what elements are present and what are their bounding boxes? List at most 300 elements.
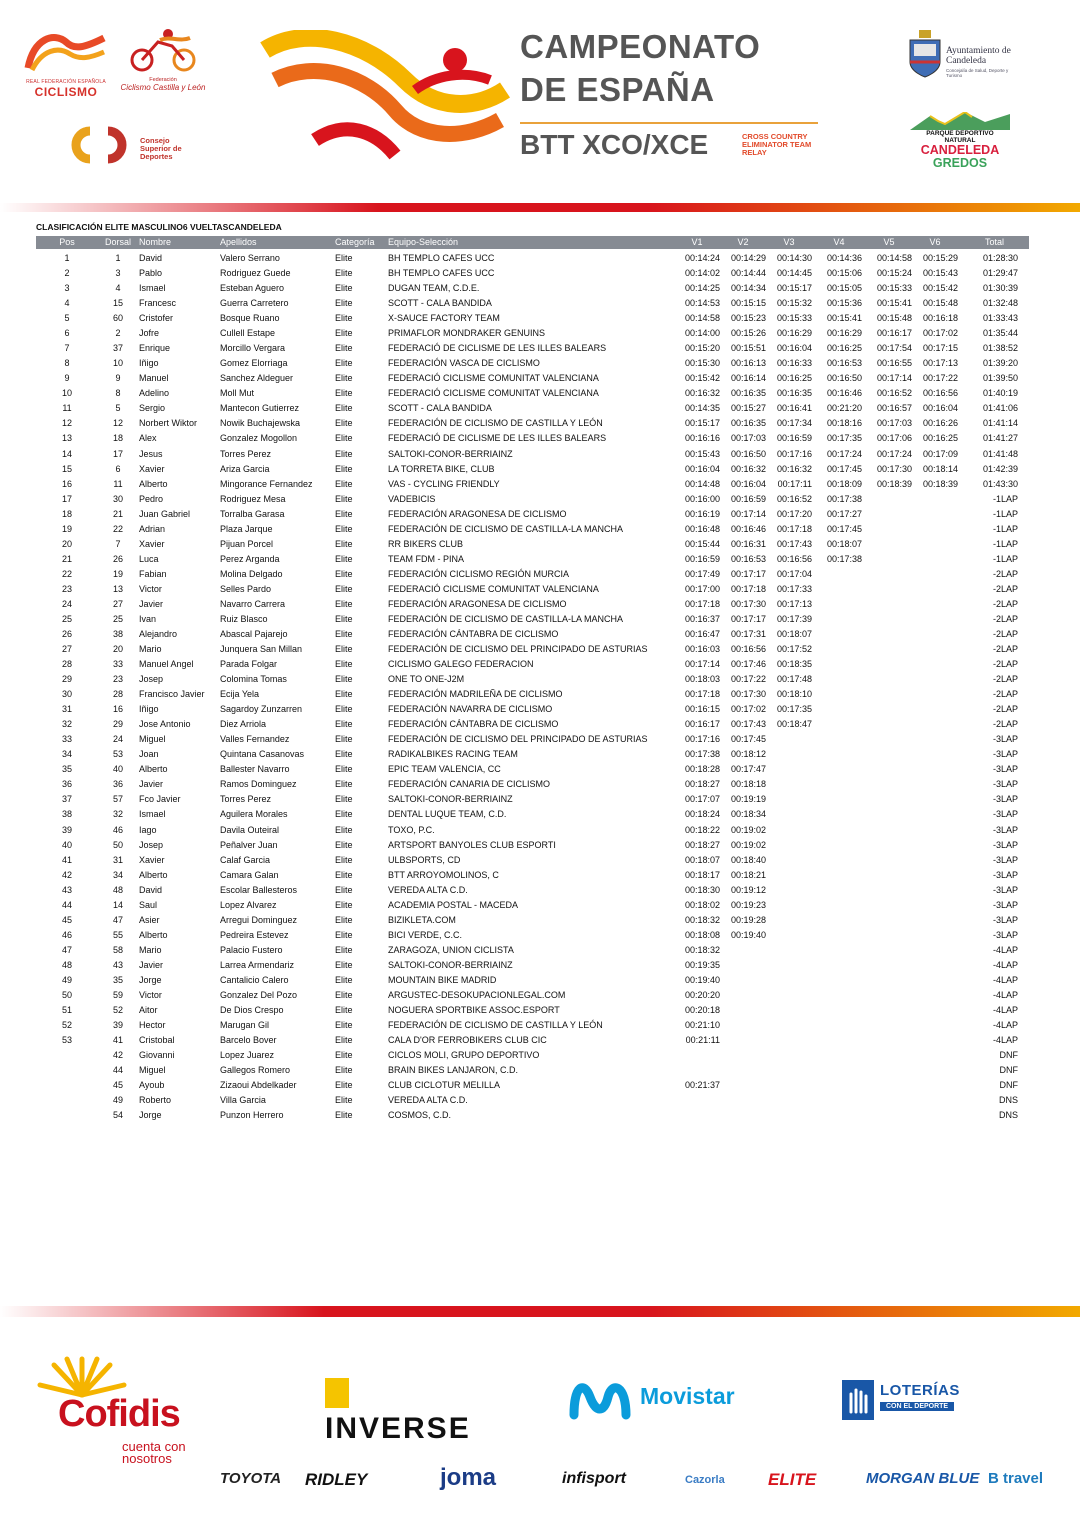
cell-v5: 00:16:55 — [876, 358, 912, 369]
cell-v1: 00:15:44 — [684, 538, 720, 549]
cell-categoria: Elite — [335, 749, 353, 760]
cell-v4: 00:17:24 — [826, 448, 862, 459]
cofidis-name: Cofidis — [58, 1393, 180, 1435]
cell-nombre: Iñigo — [139, 704, 159, 715]
loterias-text: LOTERÍAS — [880, 1382, 960, 1399]
cell-v2: 00:14:29 — [730, 253, 766, 263]
cell-categoria: Elite — [335, 659, 353, 670]
cell-v2: 00:18:40 — [730, 854, 766, 865]
ayuntamiento-logo — [908, 30, 1028, 100]
cell-total: -1LAP — [992, 538, 1018, 549]
col-equipo: Equipo-Selección — [388, 237, 459, 247]
cell-v4: 00:18:09 — [826, 478, 862, 489]
cell-total: -2LAP — [992, 568, 1018, 579]
cell-categoria: Elite — [335, 583, 353, 594]
cell-categoria: Elite — [335, 974, 353, 985]
table-row — [36, 341, 1029, 356]
cell-total: DNS — [998, 1110, 1018, 1121]
cell-v6: 00:17:22 — [922, 373, 958, 384]
cell-v4: 00:16:50 — [826, 373, 862, 384]
cell-categoria: Elite — [335, 929, 353, 940]
cell-apellidos: Parada Folgar — [220, 659, 278, 670]
cell-v1: 00:16:16 — [684, 433, 720, 444]
cell-apellidos: Cantalicio Calero — [220, 974, 289, 985]
cell-dorsal: 22 — [112, 523, 123, 534]
table-row — [36, 1048, 1029, 1063]
cell-v6: 00:18:14 — [922, 463, 958, 474]
cell-dorsal: 24 — [112, 734, 123, 745]
cell-nombre: Jesus — [139, 448, 163, 459]
cell-apellidos: Davila Outeiral — [220, 824, 280, 835]
table-row — [36, 492, 1029, 507]
cell-equipo: FEDERACIÓ CICLISME COMUNITAT VALENCIANA — [388, 388, 599, 399]
cell-categoria: Elite — [335, 884, 353, 895]
cell-v2: 00:15:23 — [730, 313, 766, 324]
cell-nombre: Jorge — [139, 1110, 162, 1121]
cell-dorsal: 17 — [112, 448, 123, 459]
cazorla-logo: Cazorla — [685, 1474, 725, 1486]
cell-v3: 00:16:59 — [776, 433, 812, 444]
cell-total: -3LAP — [992, 749, 1018, 760]
cell-total: DNF — [999, 1050, 1018, 1061]
cell-v6: 00:17:02 — [922, 328, 958, 339]
cell-dorsal: 41 — [112, 1035, 123, 1046]
cell-nombre: Alberto — [139, 764, 168, 775]
cell-v2: 00:19:02 — [730, 839, 766, 850]
cell-v1: 00:14:00 — [684, 328, 720, 339]
cell-v4: 00:16:25 — [826, 343, 862, 354]
cell-pos: 44 — [61, 899, 72, 910]
movistar-m-icon — [568, 1375, 632, 1421]
cell-v2: 00:15:15 — [730, 298, 766, 309]
cell-v2: 00:17:14 — [730, 508, 766, 519]
cofidis-logo — [12, 1355, 212, 1466]
cell-equipo: FEDERACIÓ DE CICLISME DE LES ILLES BALEARS — [388, 433, 607, 444]
cell-v5: 00:16:57 — [876, 403, 912, 414]
table-row — [36, 612, 1029, 627]
cell-equipo: ARTSPORT BANYOLES CLUB ESPORTI — [388, 839, 556, 850]
cell-nombre: Ismael — [139, 809, 166, 820]
cell-v4: 00:15:06 — [826, 268, 862, 279]
cell-nombre: Adelino — [139, 388, 170, 399]
cell-categoria: Elite — [335, 689, 353, 700]
cell-categoria: Elite — [335, 1005, 353, 1015]
cell-dorsal: 32 — [112, 809, 123, 820]
cell-pos: 49 — [61, 974, 72, 985]
cell-v2: 00:17:43 — [730, 719, 766, 730]
cell-apellidos: Peñalver Juan — [220, 839, 278, 850]
cell-nombre: Aitor — [139, 1005, 158, 1015]
cell-v6: 00:17:15 — [922, 343, 958, 354]
cell-v2: 00:15:51 — [730, 343, 766, 354]
table-row — [36, 747, 1029, 762]
cell-v4: 00:16:46 — [826, 388, 862, 399]
table-row — [36, 537, 1029, 552]
table-header — [36, 236, 1029, 249]
cell-nombre: Ayoub — [139, 1080, 165, 1091]
cell-v1: 00:15:20 — [684, 343, 720, 354]
cell-equipo: SALTOKI-CONOR-BERRIAINZ — [388, 448, 513, 459]
cell-categoria: Elite — [335, 568, 353, 579]
cell-nombre: Iñigo — [139, 358, 159, 369]
cell-v6: 00:15:48 — [922, 298, 958, 309]
cell-categoria: Elite — [335, 824, 353, 835]
cell-apellidos: Valero Serrano — [220, 253, 280, 263]
cell-dorsal: 33 — [112, 659, 123, 670]
cell-v3: 00:16:35 — [776, 388, 812, 399]
table-row — [36, 687, 1029, 702]
cell-v2: 00:16:04 — [730, 478, 766, 489]
cell-nombre: Francisco Javier — [139, 689, 205, 700]
cell-v1: 00:20:20 — [684, 989, 720, 1000]
cell-nombre: Xavier — [139, 463, 165, 474]
cell-nombre: Ismael — [139, 283, 166, 294]
table-row — [36, 1003, 1029, 1018]
cell-total: -2LAP — [992, 583, 1018, 594]
cell-pos: 30 — [61, 689, 72, 700]
cell-categoria: Elite — [335, 854, 353, 865]
cell-dorsal: 45 — [112, 1080, 123, 1091]
cell-v2: 00:17:22 — [730, 674, 766, 685]
cell-total: 01:43:30 — [982, 478, 1018, 489]
cell-v5: 00:15:48 — [876, 313, 912, 324]
championship-logo — [255, 30, 515, 170]
cell-categoria: Elite — [335, 839, 353, 850]
cell-v2: 00:17:03 — [730, 433, 766, 444]
cell-v3: 00:17:13 — [776, 598, 812, 609]
cell-v3: 00:15:33 — [776, 313, 812, 324]
table-row — [36, 853, 1029, 868]
cell-dorsal: 4 — [115, 283, 121, 294]
cell-v2: 00:14:44 — [730, 268, 766, 279]
cell-equipo: CLUB CICLOTUR MELILLA — [388, 1080, 501, 1091]
cell-total: -3LAP — [992, 794, 1018, 805]
cell-nombre: Xavier — [139, 854, 165, 865]
cell-v2: 00:17:45 — [730, 734, 766, 745]
table-row — [36, 807, 1029, 822]
cell-dorsal: 59 — [112, 989, 123, 1000]
cell-categoria: Elite — [335, 914, 353, 925]
table-row — [36, 657, 1029, 672]
cell-total: 01:29:47 — [982, 268, 1018, 279]
cell-categoria: Elite — [335, 779, 353, 790]
cell-total: -3LAP — [992, 779, 1018, 790]
rfec-big-text: CICLISMO — [34, 85, 98, 99]
cell-pos: 2 — [64, 268, 70, 279]
cell-pos: 45 — [61, 914, 72, 925]
cell-pos: 53 — [61, 1035, 72, 1046]
col-categoria: Categoría — [335, 237, 375, 247]
cell-pos: 20 — [61, 538, 72, 549]
cell-v1: 00:17:38 — [684, 749, 720, 760]
cell-v1: 00:18:32 — [684, 944, 720, 955]
cell-v1: 00:16:47 — [684, 629, 720, 639]
cell-v1: 00:18:07 — [684, 854, 720, 865]
cell-pos: 52 — [61, 1020, 72, 1031]
cell-categoria: Elite — [335, 538, 353, 549]
cell-nombre: Victor — [139, 583, 162, 594]
cell-v2: 00:17:17 — [730, 613, 766, 624]
cell-v3: 00:17:39 — [776, 613, 812, 624]
cell-categoria: Elite — [335, 343, 353, 354]
cell-equipo: VEREDA ALTA C.D. — [388, 884, 468, 895]
col-v2: V2 — [737, 237, 749, 247]
cell-dorsal: 40 — [112, 764, 123, 775]
ridley-logo: RIDLEY — [305, 1470, 368, 1489]
cell-nombre: Fco Javier — [139, 794, 181, 805]
cell-equipo: FEDERACIÓN DE CICLISMO DEL PRINCIPADO DE ASTURIAS — [388, 734, 648, 745]
cell-pos: 19 — [61, 523, 72, 534]
cell-nombre: Jofre — [139, 328, 160, 339]
cell-v1: 00:16:17 — [684, 719, 720, 730]
cell-v5: 00:17:03 — [876, 418, 912, 429]
cell-dorsal: 5 — [115, 403, 121, 414]
cell-v4: 00:18:16 — [826, 418, 862, 429]
table-row — [36, 567, 1029, 582]
cell-v2: 00:19:02 — [730, 824, 766, 835]
cell-v1: 00:17:16 — [684, 734, 720, 745]
cell-v1: 00:17:07 — [684, 794, 720, 805]
cell-total: 01:38:52 — [982, 343, 1018, 354]
table-row — [36, 311, 1029, 326]
cell-apellidos: Junquera San Millan — [220, 644, 303, 655]
cell-pos: 14 — [61, 448, 72, 459]
cell-equipo: ARGUSTEC-DESOKUPACIONLEGAL.COM — [388, 989, 566, 1000]
cell-apellidos: Gallegos Romero — [220, 1065, 291, 1076]
cell-dorsal: 23 — [112, 674, 123, 685]
cell-apellidos: Ramos Dominguez — [220, 779, 297, 790]
cell-pos: 10 — [61, 388, 72, 399]
cell-pos: 26 — [61, 629, 72, 639]
cell-equipo: DUGAN TEAM, C.D.E. — [388, 283, 480, 294]
cell-v2: 00:17:02 — [730, 704, 766, 715]
cell-v1: 00:15:30 — [684, 358, 720, 369]
table-row — [36, 1078, 1029, 1093]
cell-pos: 51 — [61, 1005, 72, 1015]
cell-categoria: Elite — [335, 283, 353, 294]
inverse-logo — [325, 1378, 471, 1445]
cell-v1: 00:17:18 — [684, 689, 720, 700]
cell-dorsal: 36 — [112, 779, 123, 790]
elite-logo: ELITE — [768, 1470, 817, 1489]
parque-line-1: PARQUE DEPORTIVO NATURAL — [926, 130, 994, 144]
cell-dorsal: 18 — [112, 433, 123, 444]
cell-total: 01:28:30 — [982, 253, 1018, 263]
table-row — [36, 1033, 1029, 1048]
cell-categoria: Elite — [335, 1020, 353, 1031]
cell-dorsal: 37 — [112, 343, 123, 354]
cell-v6: 00:15:43 — [922, 268, 958, 279]
cell-nombre: Luca — [139, 553, 159, 564]
cell-nombre: Xavier — [139, 538, 165, 549]
infisport-logo: infisport — [562, 1470, 626, 1487]
cell-total: -1LAP — [992, 493, 1018, 504]
cell-nombre: Cristobal — [139, 1035, 175, 1046]
cell-pos: 39 — [61, 824, 72, 835]
cell-total: 01:32:48 — [982, 298, 1018, 309]
table-row — [36, 943, 1029, 958]
cell-v5: 00:15:41 — [876, 298, 912, 309]
cell-total: -1LAP — [992, 508, 1018, 519]
cell-equipo: FEDERACIÓN CANARIA DE CICLISMO — [388, 779, 551, 790]
table-row — [36, 717, 1029, 732]
table-row — [36, 251, 1029, 266]
cell-v3: 00:18:07 — [776, 629, 812, 639]
table-row — [36, 868, 1029, 883]
cell-equipo: ULBSPORTS, CD — [388, 854, 461, 865]
loterias-hand-icon — [842, 1380, 874, 1420]
cell-equipo: TEAM FDM - PINA — [388, 553, 464, 564]
cell-equipo: SALTOKI-CONOR-BERRIAINZ — [388, 794, 513, 805]
cell-v3: 00:17:48 — [776, 674, 812, 685]
cell-pos: 9 — [64, 373, 70, 384]
cell-dorsal: 39 — [112, 1020, 123, 1031]
cell-v4: 00:16:53 — [826, 358, 862, 369]
cell-v1: 00:18:08 — [684, 929, 720, 940]
cell-v1: 00:16:48 — [684, 523, 720, 534]
cell-v2: 00:16:35 — [730, 388, 766, 399]
cell-v3: 00:17:35 — [776, 704, 812, 715]
cell-total: -4LAP — [992, 1005, 1018, 1015]
cell-apellidos: Gomez Elorriaga — [220, 358, 288, 369]
cell-equipo: VAS - CYCLING FRIENDLY — [388, 478, 500, 489]
cell-v2: 00:14:34 — [730, 283, 766, 294]
cofidis-tag-2: nosotros — [122, 1451, 172, 1466]
cell-v1: 00:17:00 — [684, 583, 720, 594]
cell-nombre: Pablo — [139, 268, 163, 279]
cell-dorsal: 9 — [115, 373, 121, 384]
cell-apellidos: Gonzalez Mogollon — [220, 433, 298, 444]
cell-dorsal: 60 — [112, 313, 123, 324]
cell-dorsal: 3 — [115, 268, 121, 279]
rfec-wave-icon — [24, 28, 108, 72]
cell-v2: 00:16:53 — [730, 553, 766, 564]
cell-dorsal: 28 — [112, 689, 123, 700]
cell-v1: 00:18:22 — [684, 824, 720, 835]
cell-pos: 34 — [61, 749, 72, 760]
cell-v2: 00:16:13 — [730, 358, 766, 369]
cell-equipo: PRIMAFLOR MONDRAKER GENUINS — [388, 328, 546, 339]
subtitle-small: CROSS COUNTRY ELIMINATOR TEAM RELAY — [742, 132, 812, 157]
cell-dorsal: 54 — [112, 1110, 123, 1121]
cell-apellidos: Marugan Gil — [220, 1020, 270, 1031]
cell-dorsal: 55 — [112, 929, 123, 940]
cell-dorsal: 31 — [112, 854, 123, 865]
cell-v3: 00:17:43 — [776, 538, 812, 549]
cell-v2: 00:15:26 — [730, 328, 766, 339]
cell-dorsal: 1 — [115, 253, 121, 263]
cell-v5: 00:15:33 — [876, 283, 912, 294]
table-row — [36, 447, 1029, 462]
movistar-text: Movistar — [640, 1383, 735, 1409]
cell-v4: 00:15:36 — [826, 298, 862, 309]
cell-nombre: Fabian — [139, 568, 167, 579]
ayuntamiento-name: Ayuntamiento de Candeleda — [946, 46, 1011, 66]
cell-v3: 00:16:25 — [776, 373, 812, 384]
cell-total: 01:39:50 — [982, 373, 1018, 384]
table-row — [36, 672, 1029, 687]
cell-dorsal: 8 — [115, 388, 121, 399]
cell-dorsal: 50 — [112, 839, 123, 850]
cell-total: -3LAP — [992, 869, 1018, 880]
cell-apellidos: Arregui Dominguez — [220, 914, 298, 925]
table-row — [36, 281, 1029, 296]
cell-nombre: Hector — [139, 1020, 166, 1031]
cell-categoria: Elite — [335, 598, 353, 609]
cell-total: -2LAP — [992, 704, 1018, 715]
cell-equipo: RR BIKERS CLUB — [388, 538, 464, 549]
table-row — [36, 988, 1029, 1003]
cell-equipo: CICLOS MOLI, GRUPO DEPORTIVO — [388, 1050, 540, 1061]
cell-equipo: BH TEMPLO CAFES UCC — [388, 253, 495, 263]
cell-pos: 48 — [61, 959, 72, 970]
cell-apellidos: Bosque Ruano — [220, 313, 280, 324]
table-row — [36, 777, 1029, 792]
cell-equipo: LA TORRETA BIKE, CLUB — [388, 463, 495, 474]
cell-v6: 00:16:25 — [922, 433, 958, 444]
cell-v3: 00:16:04 — [776, 343, 812, 354]
cell-total: -2LAP — [992, 659, 1018, 670]
cell-equipo: FEDERACIÓN CICLISMO REGIÓN MURCIA — [388, 568, 570, 579]
cell-pos: 31 — [61, 704, 72, 715]
inverse-text: INVERSE — [325, 1412, 471, 1445]
fcyl-logo — [120, 28, 210, 98]
cell-v5: 00:16:17 — [876, 328, 912, 339]
cell-equipo: ZARAGOZA, UNION CICLISTA — [388, 944, 514, 955]
cell-dorsal: 52 — [112, 1005, 123, 1015]
cell-categoria: Elite — [335, 328, 353, 339]
cell-v1: 00:16:19 — [684, 508, 720, 519]
cell-v1: 00:14:24 — [684, 253, 720, 263]
cell-apellidos: Gonzalez Del Pozo — [220, 989, 298, 1000]
table-row — [36, 702, 1029, 717]
cell-dorsal: 30 — [112, 493, 123, 504]
cell-apellidos: Rodriguez Mesa — [220, 493, 286, 504]
cell-equipo: VEREDA ALTA C.D. — [388, 1095, 468, 1106]
cell-nombre: Alejandro — [139, 629, 178, 639]
cell-dorsal: 12 — [112, 418, 123, 429]
cell-v2: 00:16:56 — [730, 644, 766, 655]
cell-dorsal: 11 — [113, 478, 123, 489]
cell-apellidos: Mantecon Gutierrez — [220, 403, 300, 414]
cell-dorsal: 43 — [112, 959, 123, 970]
cell-equipo: SCOTT - CALA BANDIDA — [388, 298, 492, 309]
morgan-blue-logo: MORGAN BLUE — [866, 1470, 980, 1487]
cell-v4: 00:15:05 — [826, 283, 862, 294]
cell-nombre: Manuel — [139, 373, 169, 384]
cell-categoria: Elite — [335, 313, 353, 324]
cell-v5: 00:17:14 — [876, 373, 912, 384]
cell-pos: 12 — [61, 418, 72, 429]
cell-nombre: Pedro — [139, 493, 164, 504]
cell-apellidos: Rodriguez Guede — [220, 268, 291, 279]
table-row — [36, 883, 1029, 898]
table-row — [36, 642, 1029, 657]
cell-nombre: Josep — [139, 674, 164, 685]
cell-categoria: Elite — [335, 1080, 353, 1091]
col-nombre: Nombre — [139, 237, 172, 247]
cell-total: 01:40:19 — [982, 388, 1018, 399]
cell-total: -2LAP — [992, 644, 1018, 655]
cell-categoria: Elite — [335, 794, 353, 805]
cell-equipo: BIZIKLETA.COM — [388, 914, 456, 925]
cell-v3: 00:16:41 — [776, 403, 812, 414]
cell-pos: 36 — [61, 779, 72, 790]
title-line-1: CAMPEONATO — [520, 28, 761, 65]
cell-dorsal: 26 — [112, 553, 123, 564]
cell-v1: 00:15:43 — [684, 448, 720, 459]
parque-line-2: CANDELEDA — [920, 143, 1000, 157]
